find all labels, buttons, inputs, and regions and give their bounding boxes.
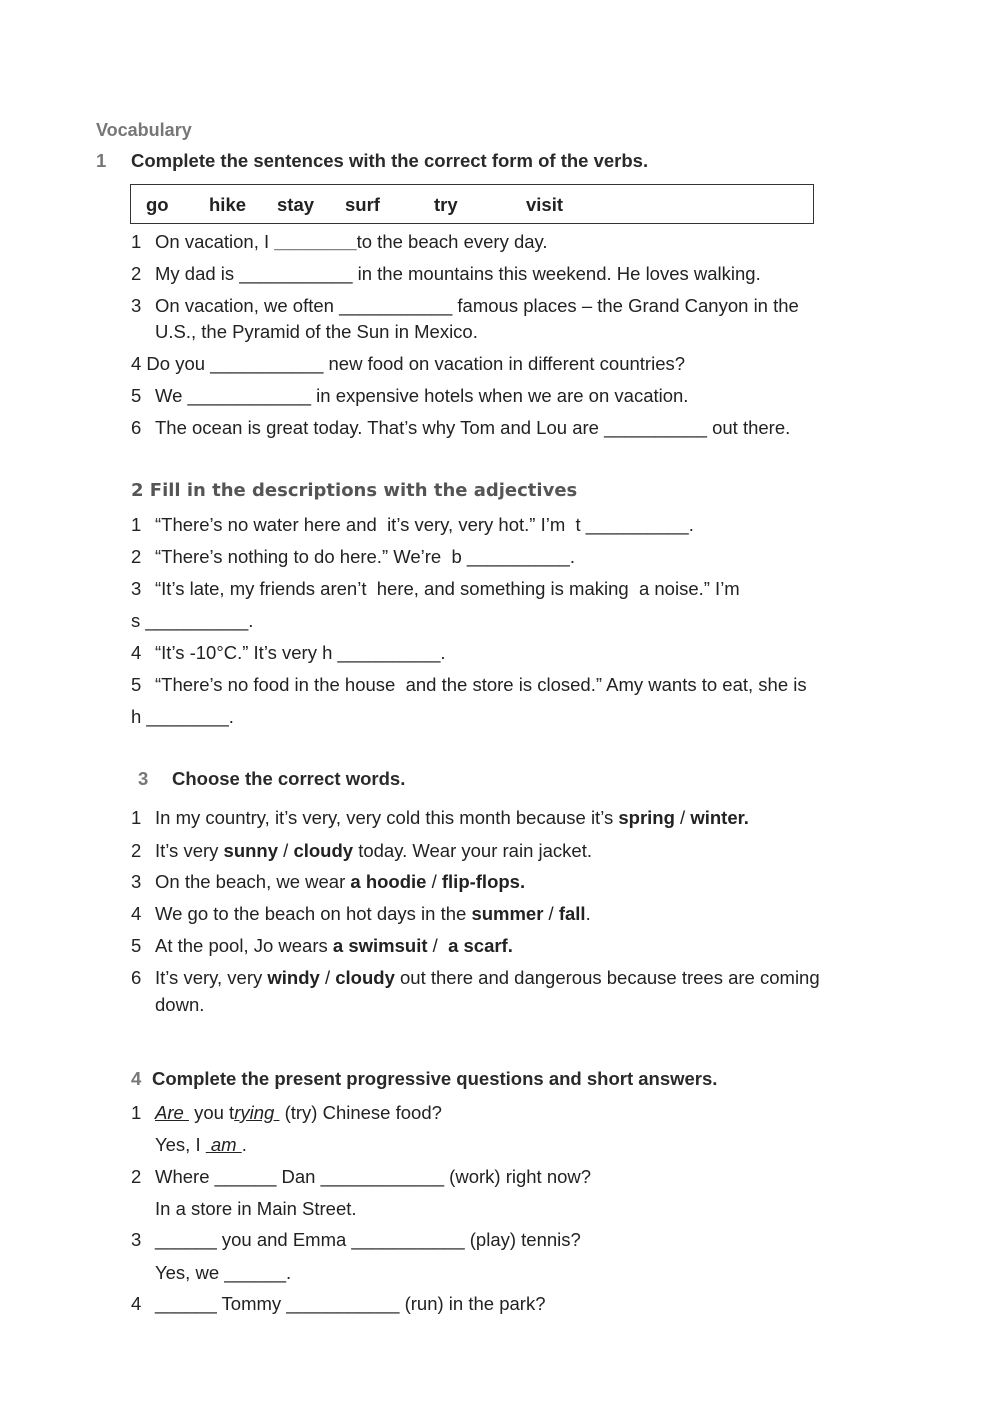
item-text: . bbox=[241, 1134, 247, 1155]
word-option[interactable]: a scarf. bbox=[448, 935, 513, 956]
example-answer: Are bbox=[155, 1102, 189, 1123]
ex4-number: 4 bbox=[131, 1068, 142, 1089]
item-number: 3 bbox=[131, 578, 142, 599]
word-option[interactable]: a swimsuit bbox=[332, 935, 428, 956]
separator: / bbox=[543, 903, 559, 924]
word-option[interactable]: cloudy bbox=[335, 967, 395, 988]
item-number: 2 bbox=[131, 840, 142, 861]
ex1-item-3 bbox=[131, 295, 799, 317]
ex1-number: 1 bbox=[96, 150, 107, 171]
ex1-item-2 bbox=[131, 263, 761, 285]
ex2-item-1 bbox=[131, 514, 694, 536]
item-text: ______ Tommy ___________ (run) in the park? bbox=[155, 1293, 546, 1314]
item-text: today. Wear your rain jacket. bbox=[353, 840, 592, 861]
ex3-item-5 bbox=[131, 935, 513, 957]
item-text: “There’s no food in the house and the store is closed.” Amy wants to eat, she is bbox=[155, 674, 807, 695]
ex2-item-3 bbox=[131, 578, 740, 600]
item-number: 2 bbox=[131, 263, 142, 284]
item-number: 4 bbox=[131, 642, 142, 663]
separator: / bbox=[426, 871, 442, 892]
item-number: 1 bbox=[131, 807, 142, 828]
item-text: “It’s -10°C.” It’s very h __________. bbox=[155, 642, 446, 663]
ex4-item-4 bbox=[131, 1293, 545, 1315]
ex2-item-5-cont: h ________. bbox=[131, 706, 234, 727]
item-number: 6 bbox=[131, 417, 142, 438]
ex2-item-2 bbox=[131, 546, 575, 568]
word-go: go bbox=[146, 194, 169, 215]
word-option[interactable]: cloudy bbox=[293, 840, 354, 861]
ex4-item-1-answer bbox=[155, 1134, 247, 1156]
item-number: 3 bbox=[131, 1229, 142, 1250]
item-text: out there and dangerous because trees are coming bbox=[394, 967, 820, 988]
ex2-item-5 bbox=[131, 674, 807, 696]
word-stay: stay bbox=[277, 194, 315, 215]
word-option[interactable]: fall bbox=[558, 903, 586, 924]
item-text: In my country, it’s very, very cold this month because it’s bbox=[155, 807, 619, 828]
item-text: “There’s no water here and it’s very, very hot.” I’m t __________. bbox=[155, 514, 694, 535]
ex3-number: 3 bbox=[138, 768, 149, 789]
word-option[interactable]: sunny bbox=[223, 840, 279, 861]
ex4-item-1 bbox=[131, 1102, 442, 1124]
word-surf: surf bbox=[345, 194, 380, 215]
word-option[interactable]: a hoodie bbox=[350, 871, 427, 892]
answer-blank[interactable]: ________ bbox=[274, 231, 357, 252]
ex3-item-3 bbox=[131, 871, 525, 893]
ex2-title: 2 Fill in the descriptions with the adjectives bbox=[131, 480, 578, 501]
ex3-item-2 bbox=[131, 840, 592, 862]
item-number: 2 bbox=[131, 546, 142, 567]
ex3-item-1 bbox=[131, 807, 749, 829]
separator: / bbox=[319, 967, 336, 988]
separator: / bbox=[278, 840, 294, 861]
ex4-item-3 bbox=[131, 1229, 581, 1251]
item-text: At the pool, Jo wears bbox=[155, 935, 333, 956]
item-number: 3 bbox=[131, 295, 142, 316]
item-number: 5 bbox=[131, 385, 142, 406]
item-text: Yes, I bbox=[155, 1134, 206, 1155]
ex4-item-2-answer: In a store in Main Street. bbox=[155, 1198, 357, 1219]
item-text: On the beach, we wear bbox=[155, 871, 351, 892]
item-text: My dad is ___________ in the mountains this weekend. He loves walking. bbox=[155, 263, 761, 284]
word-box bbox=[130, 184, 814, 224]
separator: / bbox=[674, 807, 691, 828]
item-text: ______ you and Emma ___________ (play) tennis? bbox=[155, 1229, 581, 1250]
ex4-title: Complete the present progressive questions and short answers. bbox=[152, 1068, 718, 1089]
word-option[interactable]: winter. bbox=[690, 807, 749, 828]
ex3-item-6-cont: down. bbox=[155, 994, 205, 1015]
item-text: It’s very bbox=[155, 840, 224, 861]
ex4-item-3-answer: Yes, we ______. bbox=[155, 1262, 292, 1283]
item-text: On vacation, we often ___________ famous places – the Grand Canyon in the bbox=[155, 295, 799, 316]
ex4-item-2 bbox=[131, 1166, 591, 1188]
item-text: “There’s nothing to do here.” We’re b __________. bbox=[155, 546, 575, 567]
separator: / bbox=[427, 935, 449, 956]
item-number: 4 bbox=[131, 903, 142, 924]
word-try: try bbox=[434, 194, 458, 215]
item-text: We go to the beach on hot days in the bbox=[155, 903, 472, 924]
item-number: 6 bbox=[131, 967, 142, 988]
item-text: “It’s late, my friends aren’t here, and something is making a noise.” I’m bbox=[155, 578, 740, 599]
item-number: 4 bbox=[131, 1293, 142, 1314]
item-text: to the beach every day. bbox=[356, 231, 548, 252]
ex1-item-3-cont: U.S., the Pyramid of the Sun in Mexico. bbox=[155, 321, 478, 342]
section-heading: Vocabulary bbox=[96, 120, 192, 140]
ex3-item-4 bbox=[131, 903, 591, 925]
ex2-item-4 bbox=[131, 642, 446, 664]
ex1-title: Complete the sentences with the correct form of the verbs. bbox=[131, 150, 649, 171]
item-text: It’s very, very bbox=[155, 967, 268, 988]
item-text: (try) Chinese food? bbox=[279, 1102, 442, 1123]
ex2-item-3-cont: s __________. bbox=[131, 610, 254, 631]
example-answer: rying bbox=[234, 1102, 280, 1123]
item-number: 1 bbox=[131, 1102, 142, 1123]
item-text: The ocean is great today. That’s why Tom and Lou are __________ out there. bbox=[155, 417, 791, 438]
word-option[interactable]: spring bbox=[618, 807, 675, 828]
item-text: . bbox=[585, 903, 591, 924]
ex3-item-6 bbox=[131, 967, 820, 989]
item-number: 5 bbox=[131, 674, 142, 695]
ex1-item-5 bbox=[131, 385, 688, 407]
item-text: Where ______ Dan ____________ (work) right now? bbox=[155, 1166, 592, 1187]
ex1-item-6 bbox=[131, 417, 790, 439]
item-number: 1 bbox=[131, 231, 142, 252]
item-number: 1 bbox=[131, 514, 142, 535]
item-text: you t bbox=[188, 1102, 235, 1123]
item-number: 5 bbox=[131, 935, 142, 956]
ex1-item-1 bbox=[131, 231, 548, 253]
word-option[interactable]: flip-flops. bbox=[441, 871, 526, 892]
ex3-title: Choose the correct words. bbox=[172, 768, 406, 789]
word-option[interactable]: windy bbox=[267, 967, 320, 988]
item-text: On vacation, I bbox=[155, 231, 275, 252]
word-option[interactable]: summer bbox=[471, 903, 544, 924]
ex1-item-4: 4 Do you ___________ new food on vacation in different countries? bbox=[131, 353, 686, 374]
word-visit: visit bbox=[526, 194, 564, 215]
item-number: 3 bbox=[131, 871, 142, 892]
word-hike: hike bbox=[209, 194, 247, 215]
example-answer: am bbox=[205, 1134, 242, 1155]
item-number: 2 bbox=[131, 1166, 142, 1187]
item-text: We ____________ in expensive hotels when we are on vacation. bbox=[155, 385, 689, 406]
